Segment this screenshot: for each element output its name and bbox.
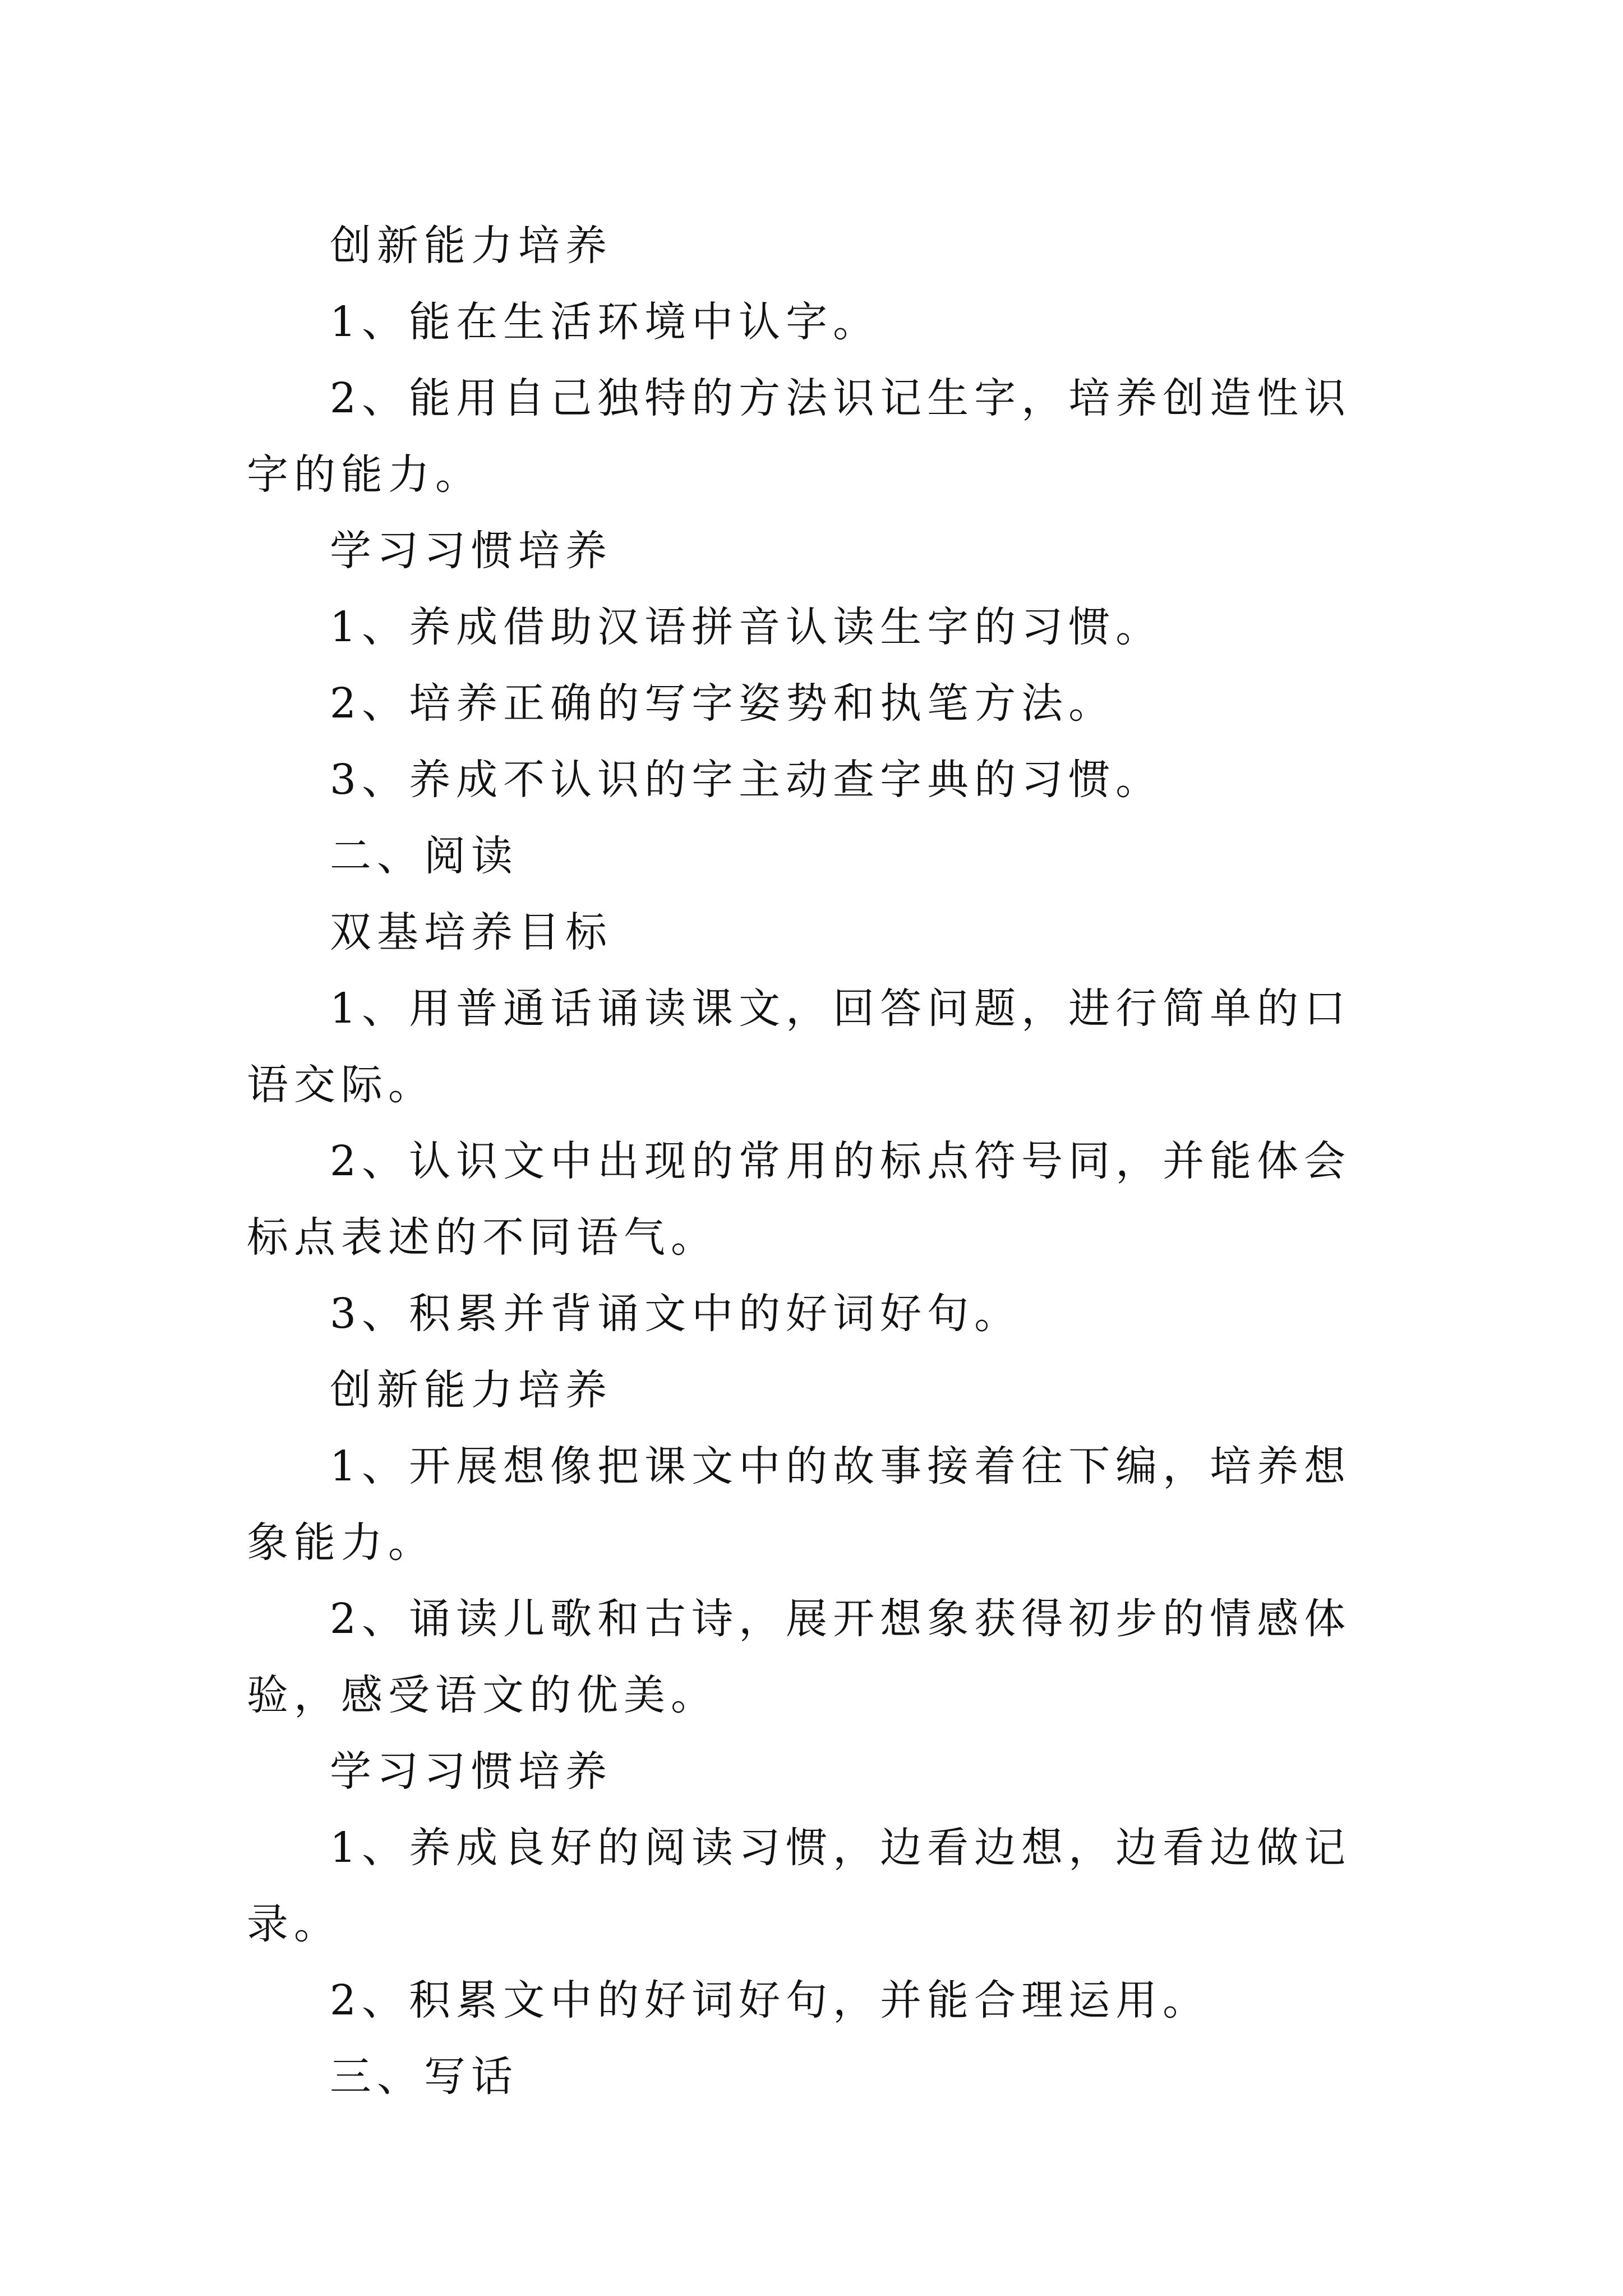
section-heading: 创新能力培养 xyxy=(330,222,612,270)
section-heading: 创新能力培养 xyxy=(330,1366,612,1414)
list-item: 2、培养正确的写字姿势和执笔方法。 xyxy=(330,679,1116,728)
list-item: 2、能用自己独特的方法识记生字，培养创造性识字的能力。 xyxy=(247,374,1352,499)
list-item: 2、诵读儿歌和古诗，展开想象获得初步的情感体验，感受语文的优美。 xyxy=(247,1595,1352,1719)
list-item: 1、养成良好的阅读习惯，边看边想，边看边做记录。 xyxy=(247,1824,1352,1948)
list-item: 2、积累文中的好词好句，并能合理运用。 xyxy=(330,1976,1210,2024)
list-item: 3、积累并背诵文中的好词好句。 xyxy=(330,1290,1022,1338)
list-item: 1、养成借助汉语拼音认读生字的习惯。 xyxy=(330,603,1163,651)
section-heading: 三、写话 xyxy=(330,2053,518,2101)
list-item: 3、养成不认识的字主动查字典的习惯。 xyxy=(330,756,1163,804)
section-heading: 二、阅读 xyxy=(330,832,518,880)
section-heading: 双基培养目标 xyxy=(330,908,612,956)
list-item: 1、用普通话诵读课文，回答问题，进行简单的口语交际。 xyxy=(247,984,1352,1109)
list-item: 1、开展想像把课文中的故事接着往下编，培养想象能力。 xyxy=(247,1442,1352,1567)
section-heading: 学习习惯培养 xyxy=(330,1747,612,1796)
list-item: 1、能在生活环境中认字。 xyxy=(330,298,880,346)
document-body xyxy=(247,208,1380,2115)
list-item: 2、认识文中出现的常用的标点符号同，并能体会标点表述的不同语气。 xyxy=(247,1137,1352,1262)
section-heading: 学习习惯培养 xyxy=(330,527,612,575)
